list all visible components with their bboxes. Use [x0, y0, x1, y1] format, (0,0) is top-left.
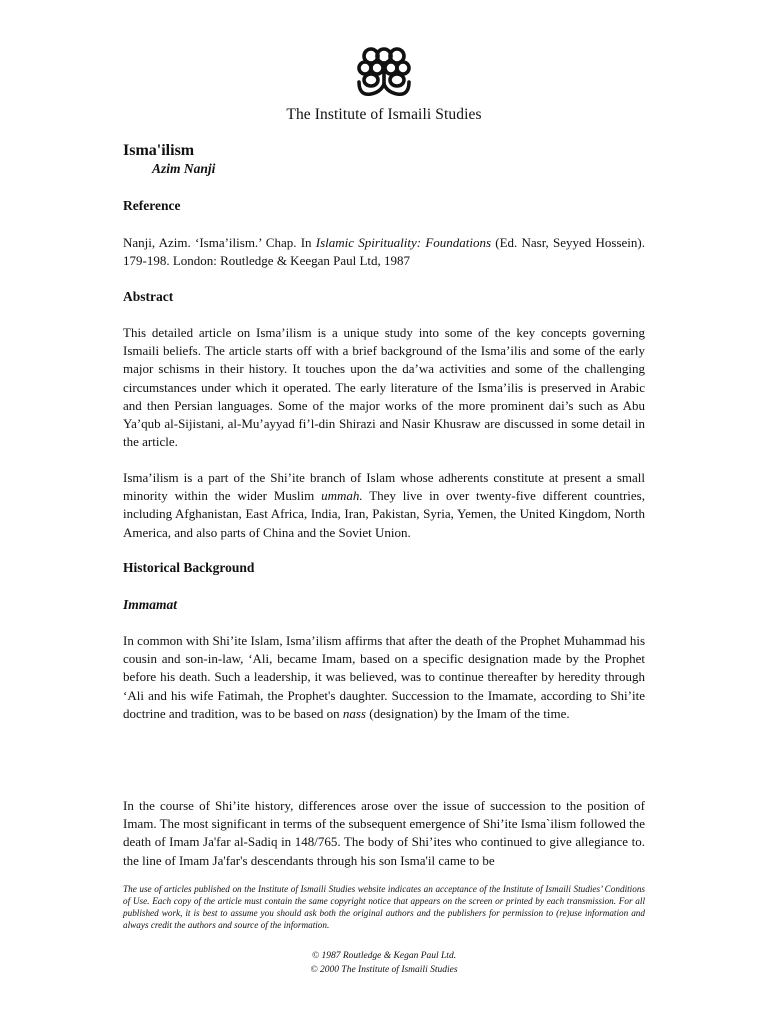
copyright-line-2: © 2000 The Institute of Ismaili Studies: [310, 965, 458, 975]
abstract-paragraph-2-start: Isma’ilism is a part of the Shi’ite branch of Islam whose adherents constitute at present a small minority within the wider Muslim: [123, 470, 645, 504]
reference-heading: Reference: [123, 198, 181, 213]
historical-paragraph-2: In the course of Shi’ite history, differences arose over the issue of succession to the position of Imam. The most significant in terms of the subsequent emergence of Shi’ite Isma`ilism followed the death of Imam Ja'far al-Sadiq in 148/765. The body of Shi’ites who continued to give allegiance to. the line of Imam Ja'far's descendants through his son Isma'il came to be: [123, 798, 645, 868]
immamat-subheading: Immamat: [123, 597, 178, 612]
historical-paragraph-1-end: (designation) by the Imam of the time.: [365, 705, 570, 721]
article-title: Isma'ilism: [123, 142, 195, 159]
abstract-paragraph-2: [123, 469, 645, 542]
nass-term: nass: [342, 705, 366, 721]
institute-name: The Institute of Ismaili Studies: [286, 106, 482, 123]
abstract-heading: Abstract: [123, 289, 174, 304]
usage-notice: The use of articles published on the Institute of Ismaili Studies website indicates an acceptance of the Institute of Ismaili Studies’ Conditions of Use. Each copy of the article must contain the same copyright notice that appears on the screen or printed by each transmission. For all published work, it is best to assume you should ask both the original authors and the publishers for permission to (re)use information and always credit the authors and source of the information.: [123, 884, 645, 930]
historical-heading: Historical Background: [123, 560, 255, 575]
reference-book-title: Islamic Spirituality: Foundations: [315, 235, 492, 250]
historical-paragraph-1: [123, 632, 645, 723]
copyright-line-1: © 1987 Routledge & Kegan Paul Ltd.: [311, 951, 457, 961]
abstract-ummah-term: ummah.: [321, 488, 363, 504]
abstract-paragraph-1: This detailed article on Isma’ilism is a unique study into some of the key concepts governing Ismaili beliefs. The article starts off with a brief background of the Isma’ilis and some of the early major schisms in their history. It touches upon the da’wa activities and some of the challenging circumstances under which it operated. The early literature of the Isma’ilis is preserved in Arabic and then Persian languages. Some of the major works of the more prominent dai’s such as Abu Ya’qub al-Sijistani, al-Mu’ayyad fi’l-din Shirazi and Nasir Khusraw are discussed in some detail in the article.: [123, 325, 645, 450]
reference-text-start: Nanji, Azim. ‘Isma’ilism.’ Chap. In: [123, 235, 316, 250]
article-author: Azim Nanji: [152, 161, 216, 176]
abstract-paragraph-2-end: They live in over twenty-five different countries, including Afghanistan, East Africa, India, Iran, Pakistan, Syria, Yemen, the United Kingdom, North America, and also parts of China and the Soviet Union.: [123, 488, 645, 540]
historical-paragraph-1-start: In common with Shi’ite Islam, Isma’ilism affirms that after the death of the Prophet Muhammad his cousin and son-in-law, ‘Ali, became Imam, based on a specific designation made by the Prophet before his death. Such a leadership, it was believed, was to continue thereafter by heredity through ‘Ali and his wife Fatimah, the Prophet's daughter. Succession to the Imamate, according to Shi’ite doctrine and tradition, was to be based on: [123, 633, 645, 721]
institute-knot-logo-icon: [355, 44, 413, 102]
reference-text: [123, 234, 645, 270]
reference-text-end: (Ed. Nasr, Seyyed Hossein). 179-198. London: Routledge & Keegan Paul Ltd, 1987: [123, 235, 645, 269]
